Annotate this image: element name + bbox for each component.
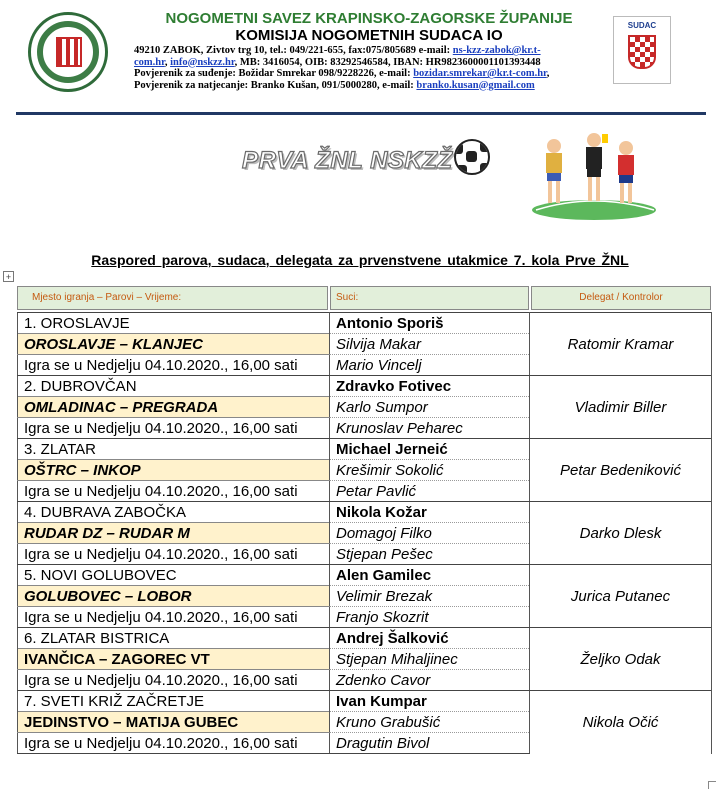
column-header-referees: Suci: (330, 286, 529, 310)
match-time-cell: Igra se u Nedjelju 04.10.2020., 16,00 sati (18, 355, 330, 376)
match-row (18, 502, 712, 523)
delegate-cell: Nikola Očić (530, 691, 712, 754)
main-referee-cell: Michael Jerneić (330, 439, 530, 460)
main-referee-cell: Ivan Kumpar (330, 691, 530, 712)
commission-name: KOMISIJA NOGOMETNIH SUDACA IO (235, 27, 503, 44)
letterhead (16, 6, 706, 108)
match-time-cell: Igra se u Nedjelju 04.10.2020., 16,00 sati (18, 607, 330, 628)
match-row (18, 565, 712, 586)
referee-officer-email-link[interactable]: bozidar.smrekar@kr.t-com.hr (413, 68, 547, 79)
main-referee-cell: Antonio Sporiš (330, 313, 530, 334)
email-link-1[interactable]: ns-kzz-zabok@kr.t- (452, 45, 541, 56)
delegate-cell: Jurica Putanec (530, 565, 712, 628)
main-referee-cell: Andrej Šalković (330, 628, 530, 649)
referee-officer-text: Povjerenik za suđenje: Božidar Smrekar 098/9228226, e-mail: (134, 68, 414, 79)
match-row (18, 628, 712, 649)
assistant-referee-1-cell: Velimir Brezak (330, 586, 530, 607)
assistant-referee-1-cell: Kruno Grabušić (330, 712, 530, 733)
checkered-shield-icon (628, 35, 656, 69)
main-referee-cell: Nikola Kožar (330, 502, 530, 523)
assistant-referee-2-cell: Petar Pavlić (330, 481, 530, 502)
venue-cell: 1. OROSLAVJE (18, 313, 330, 334)
match-pair-cell: IVANČICA – ZAGOREC VT (18, 649, 330, 670)
address-text: 49210 ZABOK, Zivtov trg 10, tel.: 049/221-655, fax:075/805689 e-mail: (134, 45, 453, 56)
match-time-cell: Igra se u Nedjelju 04.10.2020., 16,00 sati (18, 544, 330, 565)
email-link-1-end[interactable]: com.hr (134, 56, 165, 68)
delegate-cell: Vladimir Biller (530, 376, 712, 439)
match-pair-cell: OROSLAVJE – KLANJEC (18, 334, 330, 355)
assistant-referee-2-cell: Zdenko Cavor (330, 670, 530, 691)
assistant-referee-1-cell: Karlo Sumpor (330, 397, 530, 418)
match-time-cell: Igra se u Nedjelju 04.10.2020., 16,00 sati (18, 733, 330, 754)
assistant-referee-1-cell: Silvija Makar (330, 334, 530, 355)
delegate-cell: Petar Bedeniković (530, 439, 712, 502)
contact-line-3 (134, 68, 604, 80)
venue-cell: 2. DUBROVČAN (18, 376, 330, 397)
federation-name: NOGOMETNI SAVEZ KRAPINSKO-ZAGORSKE ŽUPANIJE (165, 10, 573, 27)
match-time-cell: Igra se u Nedjelju 04.10.2020., 16,00 sati (18, 418, 330, 439)
letterhead-text (134, 10, 604, 91)
delegate-cell: Ratomir Kramar (530, 313, 712, 376)
schedule-table (17, 312, 712, 754)
contact-line-1 (134, 45, 604, 57)
venue-cell: 6. ZLATAR BISTRICA (18, 628, 330, 649)
assistant-referee-2-cell: Krunoslav Peharec (330, 418, 530, 439)
referee-logo (613, 16, 671, 84)
table-move-handle-icon[interactable]: + (3, 271, 14, 282)
match-pair-cell: OŠTRC – INKOP (18, 460, 330, 481)
players-clipart-icon (526, 126, 660, 220)
info-email-link[interactable]: info@nskzz.hr (170, 56, 235, 68)
contact-line-2 (134, 57, 604, 69)
assistant-referee-1-cell: Krešimir Sokolić (330, 460, 530, 481)
assistant-referee-2-cell: Franjo Skozrit (330, 607, 530, 628)
delegate-cell: Željko Odak (530, 628, 712, 691)
match-pair-cell: OMLADINAC – PREGRADA (18, 397, 330, 418)
match-time-cell: Igra se u Nedjelju 04.10.2020., 16,00 sati (18, 670, 330, 691)
header-divider (16, 112, 706, 115)
league-title: PRVA ŽNL NSKZŽ (242, 147, 453, 174)
separator: , (164, 56, 171, 68)
contact-line-4 (134, 80, 604, 92)
match-pair-cell: JEDINSTVO – MATIJA GUBEC (18, 712, 330, 733)
croatian-checker-icon (56, 37, 82, 67)
assistant-referee-2-cell: Stjepan Pešec (330, 544, 530, 565)
venue-cell: 5. NOVI GOLUBOVEC (18, 565, 330, 586)
venue-cell: 4. DUBRAVA ZABOČKA (18, 502, 330, 523)
referee-logo-label: SUDAC (627, 21, 657, 30)
competition-officer-email-link[interactable]: branko.kusan@gmail.com (416, 79, 535, 91)
assistant-referee-2-cell: Dragutin Bivol (330, 733, 530, 754)
match-pair-cell: GOLUBOVEC – LOBOR (18, 586, 330, 607)
match-pair-cell: RUDAR DZ – RUDAR M (18, 523, 330, 544)
match-row (18, 376, 712, 397)
match-time-cell: Igra se u Nedjelju 04.10.2020., 16,00 sati (18, 481, 330, 502)
soccer-ball-icon (454, 139, 490, 175)
main-referee-cell: Zdravko Fotivec (330, 376, 530, 397)
competition-officer-text: Povjerenik za natjecanje: Branko Kušan, 091/5000280, e-mail: (134, 79, 417, 91)
table-resize-handle[interactable] (708, 781, 716, 789)
match-row (18, 691, 712, 712)
line3-end: , (546, 68, 550, 79)
venue-cell: 7. SVETI KRIŽ ZAČRETJE (18, 691, 330, 712)
schedule-title: Raspored parova, sudaca, delegata za prvenstvene utakmice 7. kola Prve ŽNL (91, 252, 629, 268)
venue-cell: 3. ZLATAR (18, 439, 330, 460)
delegate-cell: Darko Dlesk (530, 502, 712, 565)
registry-text: , MB: 3416054, OIB: 83292546584, IBAN: HR9823600001101393448 (234, 56, 541, 68)
assistant-referee-1-cell: Stjepan Mihaljinec (330, 649, 530, 670)
nskzz-logo (28, 12, 108, 92)
match-row (18, 439, 712, 460)
main-referee-cell: Alen Gamilec (330, 565, 530, 586)
assistant-referee-2-cell: Mario Vincelj (330, 355, 530, 376)
column-header-venue: Mjesto igranja – Parovi – Vrijeme: (17, 286, 328, 310)
assistant-referee-1-cell: Domagoj Filko (330, 523, 530, 544)
match-row (18, 313, 712, 334)
column-header-delegate: Delegat / Kontrolor (531, 286, 711, 310)
